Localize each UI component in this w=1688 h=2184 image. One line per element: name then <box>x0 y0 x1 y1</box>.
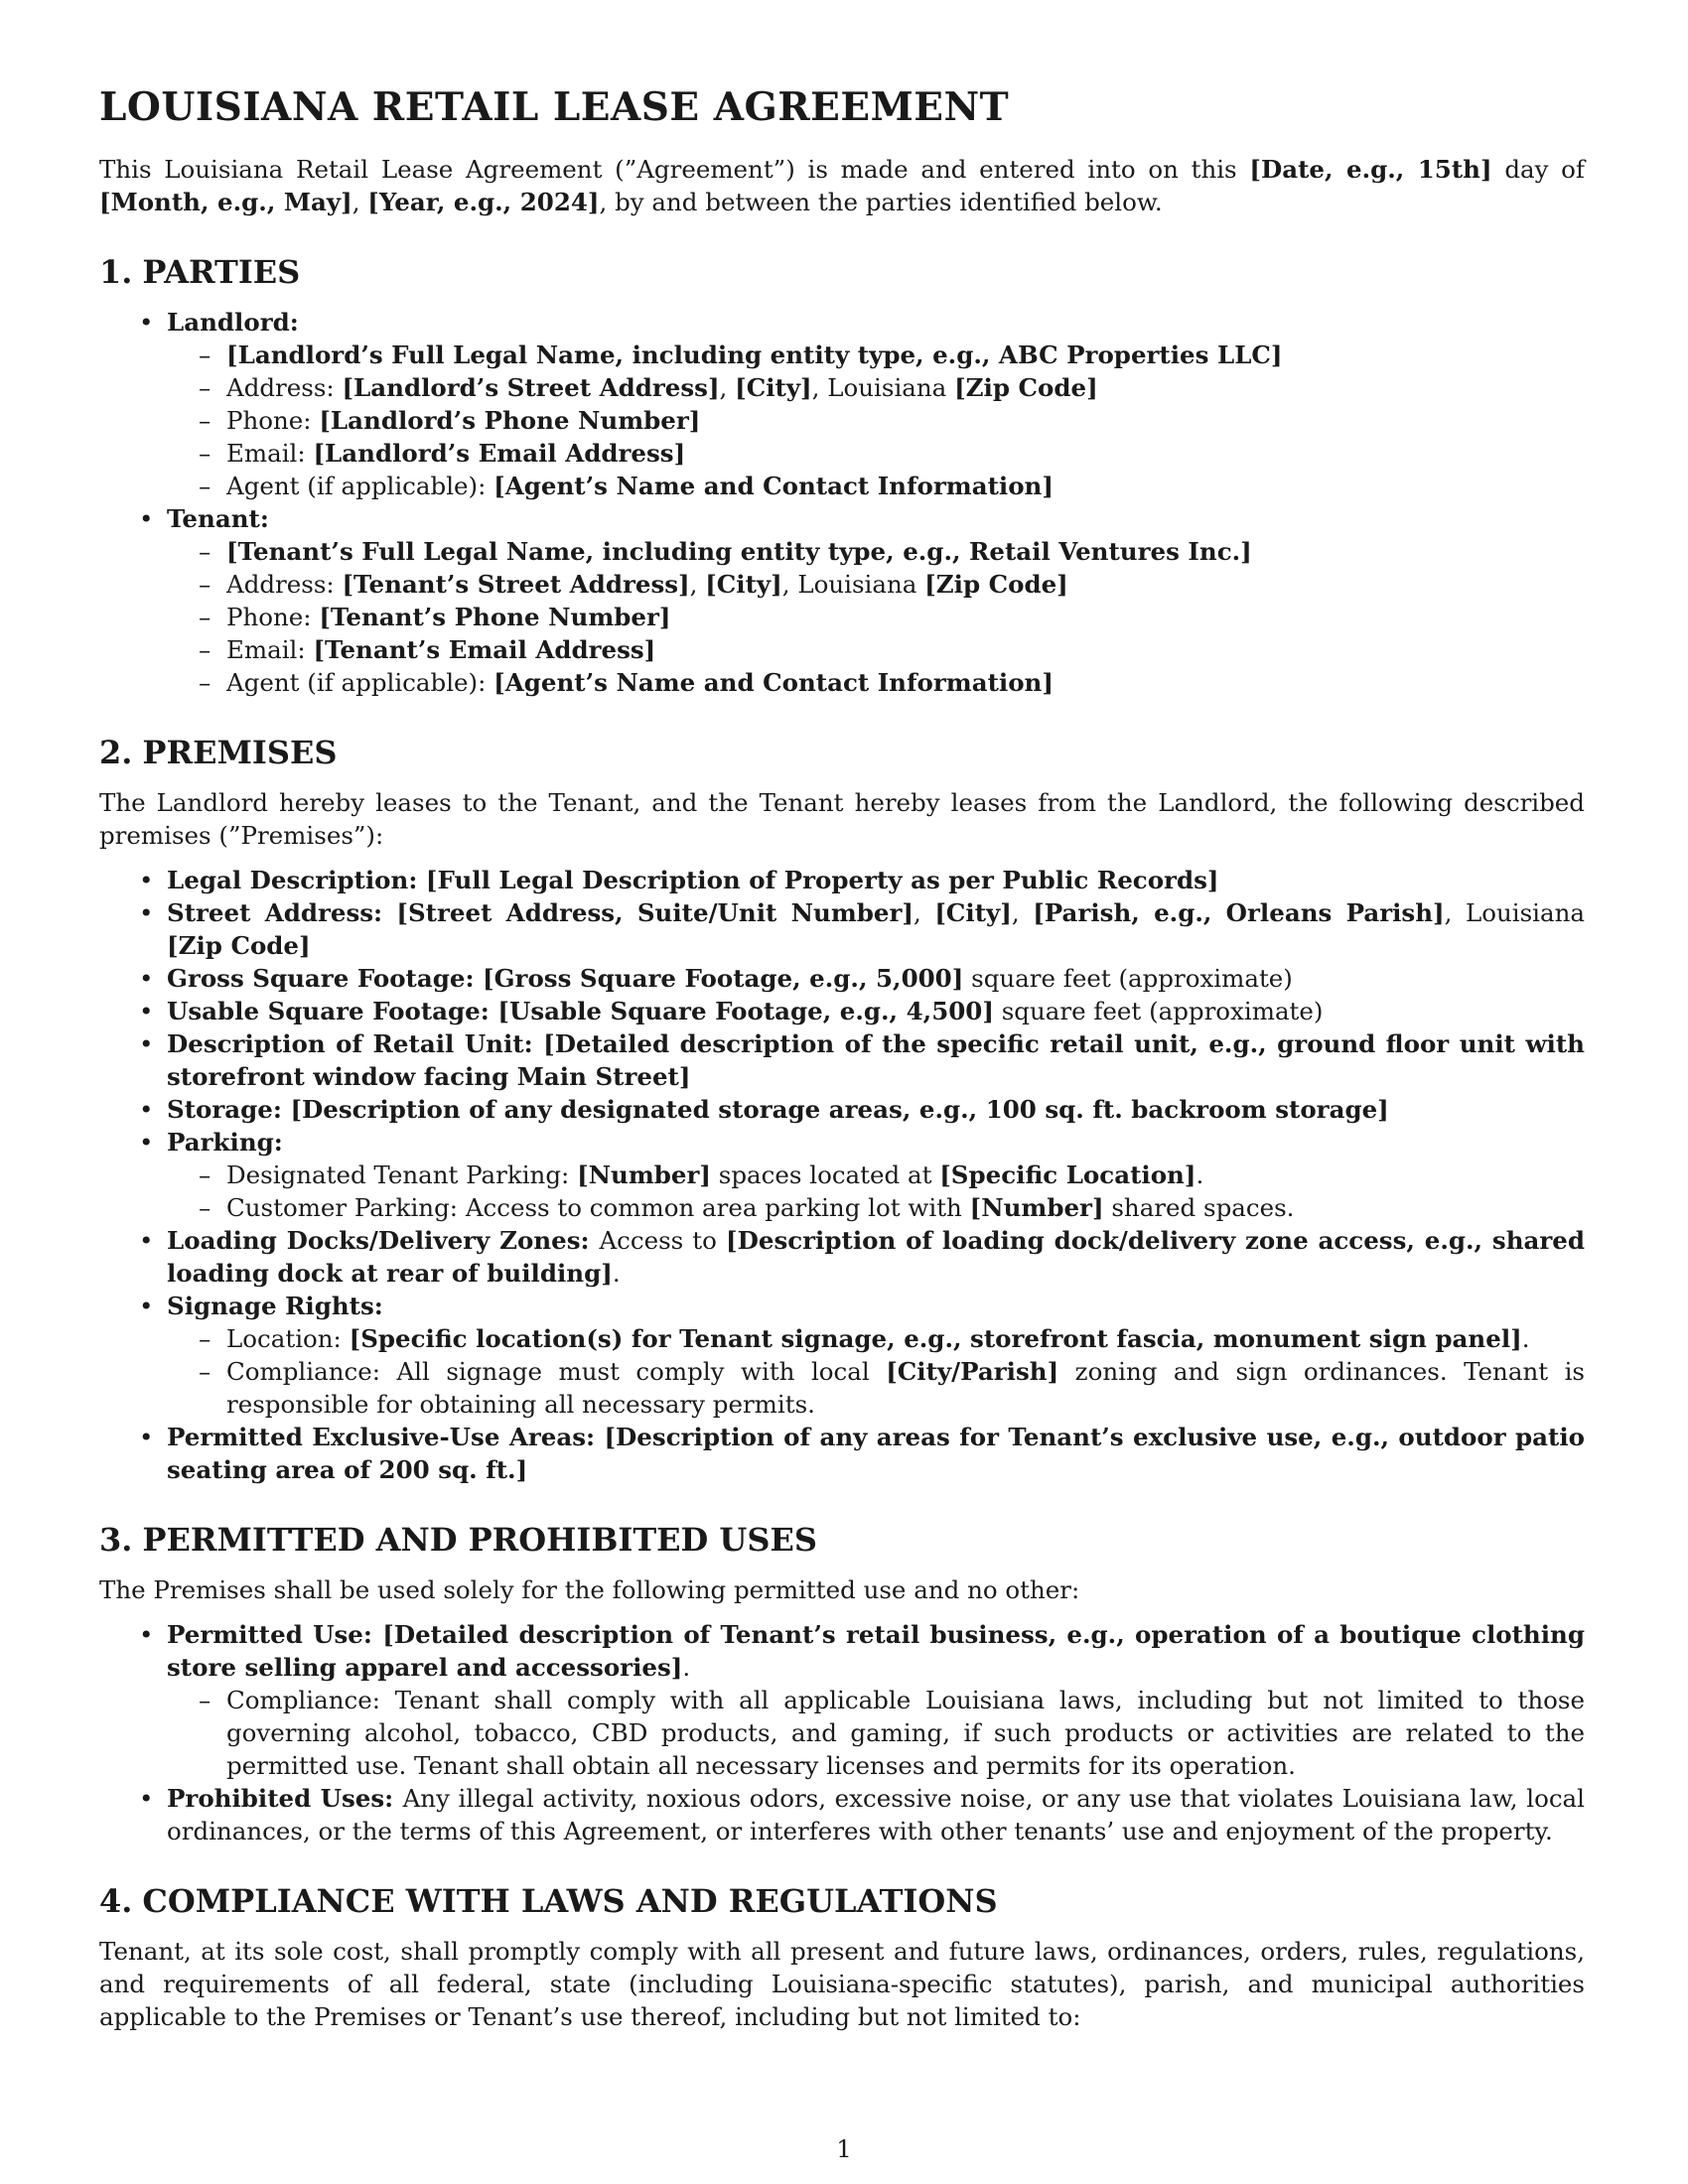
item-label: Street Address: <box>167 898 397 927</box>
item-text: Compliance: All signage must comply with local <box>226 1357 887 1386</box>
intro-text: , <box>352 188 368 216</box>
item-label: Permitted Exclusive-Use Areas: <box>167 1423 605 1451</box>
document-page <box>99 83 1585 2045</box>
item-text: . <box>612 1259 621 1288</box>
placeholder: [Landlord’s Email Address] <box>313 439 686 468</box>
premises-list <box>99 864 1585 1486</box>
document-title: LOUISIANA RETAIL LEASE AGREEMENT <box>99 84 1010 130</box>
section-number: 2. <box>99 734 133 771</box>
placeholder: [Description of any designated storage areas, e.g., 100 sq. ft. backroom storage] <box>290 1095 1389 1124</box>
item-text: . <box>1196 1160 1204 1189</box>
field-label: Address: <box>226 570 343 599</box>
item-label: Signage Rights: <box>167 1292 383 1320</box>
item-text: Customer Parking: Access to common area parking lot with <box>226 1193 970 1222</box>
month-placeholder: [Month, e.g., May] <box>99 188 352 216</box>
item-text: Designated Tenant Parking: <box>226 1160 578 1189</box>
customer-parking <box>167 1191 1585 1224</box>
placeholder: [Zip Code] <box>924 570 1068 599</box>
legal-description-item <box>99 864 1585 896</box>
state-text: , Louisiana <box>811 373 955 402</box>
separator: , <box>689 570 706 599</box>
item-text: Access to <box>599 1226 727 1255</box>
date-placeholder: [Date, e.g., 15th] <box>1249 155 1492 184</box>
placeholder: [Full Legal Description of Property as per Public Records] <box>425 866 1219 894</box>
placeholder: [Landlord’s Street Address] <box>342 373 720 402</box>
section-2-heading <box>99 733 1585 772</box>
signage-item <box>99 1290 1585 1421</box>
field-label: Phone: <box>226 603 320 631</box>
parties-list <box>99 306 1585 699</box>
street-address-item <box>99 896 1585 962</box>
section-number: 3. <box>99 1521 133 1559</box>
item-text: square feet (approximate) <box>963 964 1293 993</box>
placeholder: [Specific location(s) for Tenant signage, e.g., storefront fascia, monument sign panel] <box>349 1324 1522 1353</box>
prohibited-uses-item <box>99 1782 1585 1847</box>
placeholder: [Tenant’s Email Address] <box>313 635 656 664</box>
item-label: Prohibited Uses: <box>167 1784 403 1813</box>
premises-intro: The Landlord hereby leases to the Tenant, and the Tenant hereby leases from the Landlord, the following described premises (”Premises”): <box>99 788 1585 850</box>
section-number: 4. <box>99 1882 133 1920</box>
landlord-address <box>167 371 1585 404</box>
landlord-item <box>99 306 1585 502</box>
intro-paragraph <box>99 153 1585 218</box>
separator: , <box>913 898 935 927</box>
section-title: PREMISES <box>142 734 338 771</box>
item-label: Usable Square Footage: <box>167 997 498 1025</box>
placeholder: [City] <box>934 898 1012 927</box>
permitted-use-item <box>99 1618 1585 1782</box>
placeholder: [City] <box>705 570 782 599</box>
state-text: , Louisiana <box>1444 898 1586 927</box>
item-label: Gross Square Footage: <box>167 964 484 993</box>
item-label: Legal Description: <box>167 866 426 894</box>
state-text: , Louisiana <box>781 570 925 599</box>
field-label: Agent (if applicable): <box>226 472 494 500</box>
placeholder: [City/Parish] <box>886 1357 1059 1386</box>
tenant-name <box>167 535 1585 568</box>
landlord-agent <box>167 470 1585 502</box>
item-text: Any illegal activity, noxious odors, excessive noise, or any use that violates Louisiana law, local ordinances, or the terms of this Agreement, or interferes with other tenants’ use and enjoyment of the property. <box>167 1784 1585 1845</box>
intro-text: day of <box>1491 155 1585 184</box>
landlord-label: Landlord: <box>167 308 299 337</box>
item-text: spaces located at <box>711 1160 940 1189</box>
signage-details <box>167 1322 1585 1421</box>
field-label: Location: <box>226 1324 350 1353</box>
item-text: square feet (approximate) <box>993 997 1324 1025</box>
placeholder: [Street Address, Suite/Unit Number] <box>396 898 914 927</box>
permitted-use-details <box>167 1684 1585 1782</box>
placeholder: [Usable Square Footage, e.g., 4,500] <box>497 997 994 1025</box>
placeholder: [City] <box>735 373 812 402</box>
landlord-details <box>167 339 1585 502</box>
parking-item <box>99 1126 1585 1224</box>
exclusive-use-item <box>99 1421 1585 1486</box>
landlord-phone <box>167 404 1585 437</box>
intro-text: This Louisiana Retail Lease Agreement (”Agreement”) is made and entered into on this <box>99 155 1250 184</box>
placeholder: [Tenant’s Phone Number] <box>319 603 671 631</box>
placeholder: [Detailed description of the specific retail unit, e.g., ground floor unit with storefront window facing Main Street] <box>167 1029 1585 1091</box>
section-4-heading <box>99 1881 1585 1921</box>
section-title: COMPLIANCE WITH LAWS AND REGULATIONS <box>142 1882 998 1920</box>
placeholder: [Agent’s Name and Contact Information] <box>493 472 1054 500</box>
signage-location <box>167 1322 1585 1355</box>
field-label: Email: <box>226 635 314 664</box>
placeholder: [Tenant’s Street Address] <box>342 570 690 599</box>
tenant-address <box>167 568 1585 601</box>
tenant-item <box>99 502 1585 699</box>
usable-footage-item <box>99 995 1585 1027</box>
storage-item <box>99 1093 1585 1126</box>
placeholder: [Number] <box>577 1160 712 1189</box>
tenant-label: Tenant: <box>167 504 269 533</box>
tenant-parking <box>167 1159 1585 1191</box>
placeholder: [Gross Square Footage, e.g., 5,000] <box>483 964 964 993</box>
placeholder: [Landlord’s Phone Number] <box>319 406 701 435</box>
placeholder: [Specific Location] <box>939 1160 1196 1189</box>
uses-intro: The Premises shall be used solely for the following permitted use and no other: <box>99 1575 1080 1604</box>
year-placeholder: [Year, e.g., 2024] <box>367 188 600 216</box>
section-title: PARTIES <box>142 253 301 291</box>
uses-list <box>99 1618 1585 1847</box>
field-label: Email: <box>226 439 314 468</box>
tenant-email <box>167 633 1585 666</box>
tenant-name-placeholder: [Tenant’s Full Legal Name, including entity type, e.g., Retail Ventures Inc.] <box>226 537 1252 566</box>
placeholder: [Description of loading dock/delivery zone access, e.g., shared loading dock at rear of building] <box>167 1226 1586 1288</box>
item-text: . <box>1521 1324 1530 1353</box>
item-text: . <box>682 1653 691 1682</box>
item-text: shared spaces. <box>1103 1193 1295 1222</box>
parking-details <box>167 1159 1585 1224</box>
signage-compliance <box>167 1355 1585 1421</box>
separator: , <box>719 373 736 402</box>
item-label: Storage: <box>167 1095 291 1124</box>
placeholder: [Parish, e.g., Orleans Parish] <box>1033 898 1445 927</box>
loading-docks-item <box>99 1224 1585 1290</box>
landlord-name-placeholder: [Landlord’s Full Legal Name, including entity type, e.g., ABC Properties LLC] <box>226 341 1283 369</box>
compliance-intro: Tenant, at its sole cost, shall promptly comply with all present and future laws, ordinances, orders, rules, regulations, and requirements of all federal, state (including Louisiana-specific statutes), parish, and municipal authorities applicable to the Premises or Tenant’s use thereof, including but not limited to: <box>99 1937 1585 2031</box>
field-label: Address: <box>226 373 343 402</box>
item-label: Description of Retail Unit: <box>167 1029 544 1058</box>
item-text: zoning and sign ordinances. Tenant is responsible for obtaining all necessary permits. <box>226 1357 1585 1419</box>
field-label: Agent (if applicable): <box>226 668 494 697</box>
tenant-phone <box>167 601 1585 633</box>
section-3-heading <box>99 1520 1585 1560</box>
placeholder: [Agent’s Name and Contact Information] <box>493 668 1054 697</box>
page-number: 1 <box>836 2134 852 2163</box>
placeholder: [Zip Code] <box>954 373 1098 402</box>
section-1-heading <box>99 252 1585 292</box>
placeholder: [Zip Code] <box>167 931 311 960</box>
intro-text: , by and between the parties identified below. <box>599 188 1163 216</box>
field-label: Phone: <box>226 406 320 435</box>
separator: , <box>1011 898 1034 927</box>
section-title: PERMITTED AND PROHIBITED USES <box>142 1521 817 1559</box>
section-number: 1. <box>99 253 133 291</box>
use-compliance: – Compliance: Tenant shall comply with all applicable Louisiana laws, including but not limited to those governing alcohol, tobacco, CBD products, and gaming, if such products or activities are related to the permitted use. Tenant shall obtain all necessary licenses and permits for its operation. <box>167 1684 1585 1782</box>
placeholder: [Detailed description of Tenant’s retail business, e.g., operation of a boutique clothing store selling apparel and accessories] <box>167 1620 1585 1682</box>
tenant-agent <box>167 666 1585 699</box>
item-label: Loading Docks/Delivery Zones: <box>167 1226 600 1255</box>
landlord-name <box>167 339 1585 371</box>
gross-footage-item <box>99 962 1585 995</box>
placeholder: [Number] <box>969 1193 1104 1222</box>
item-label: Parking: <box>167 1128 283 1157</box>
item-label: Permitted Use: <box>167 1620 383 1649</box>
retail-unit-item <box>99 1027 1585 1093</box>
landlord-email <box>167 437 1585 470</box>
tenant-details <box>167 535 1585 699</box>
placeholder: [Description of any areas for Tenant’s exclusive use, e.g., outdoor patio seating area of 200 sq. ft.] <box>167 1423 1585 1484</box>
